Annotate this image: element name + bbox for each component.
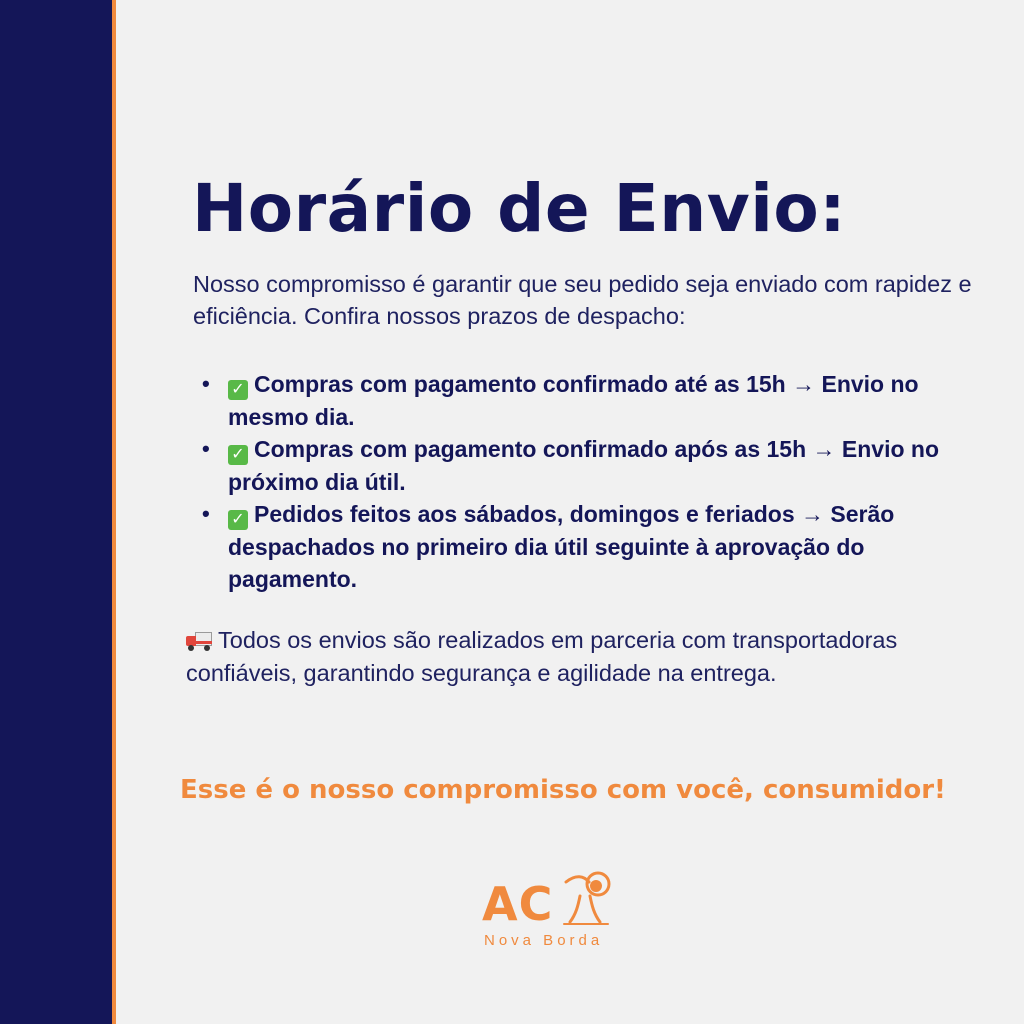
check-mark-icon: ✓ bbox=[228, 380, 248, 400]
shipping-note-text: Todos os envios são realizados em parceria com transportadoras confiáveis, garantindo segurança e agilidade na entrega. bbox=[186, 627, 898, 686]
list-item bbox=[196, 498, 956, 596]
page-title: Horário de Envio: bbox=[192, 170, 847, 247]
list-item-text: Compras com pagamento confirmado até as 15h → Envio no mesmo dia. bbox=[228, 371, 919, 430]
list-item-text: Compras com pagamento confirmado após as 15h → Envio no próximo dia útil. bbox=[228, 436, 940, 495]
check-mark-icon: ✓ bbox=[228, 510, 248, 530]
logo-subtitle: Nova Borda bbox=[484, 932, 604, 949]
tagline: Esse é o nosso compromisso com você, consumidor! bbox=[180, 775, 946, 805]
left-side-band bbox=[0, 0, 112, 1024]
bullet-dot: • bbox=[202, 501, 210, 526]
brand-logo bbox=[478, 868, 628, 958]
shipping-schedule-list bbox=[196, 368, 956, 596]
logo-letters: AC bbox=[482, 877, 554, 931]
logo-figure-icon bbox=[562, 868, 624, 928]
bullet-dot: • bbox=[202, 436, 210, 461]
shipping-note bbox=[186, 624, 976, 690]
bullet-dot: • bbox=[202, 371, 210, 396]
list-item bbox=[196, 433, 956, 498]
orange-accent-line bbox=[112, 0, 116, 1024]
intro-text: Nosso compromisso é garantir que seu pedido seja enviado com rapidez e eficiência. Confira nossos prazos de despacho: bbox=[193, 271, 972, 329]
check-mark-icon: ✓ bbox=[228, 445, 248, 465]
list-item-text: Pedidos feitos aos sábados, domingos e feriados → Serão despachados no primeiro dia útil seguinte à aprovação do pagamento. bbox=[228, 501, 895, 592]
list-item bbox=[196, 368, 956, 433]
delivery-truck-icon bbox=[186, 632, 212, 650]
